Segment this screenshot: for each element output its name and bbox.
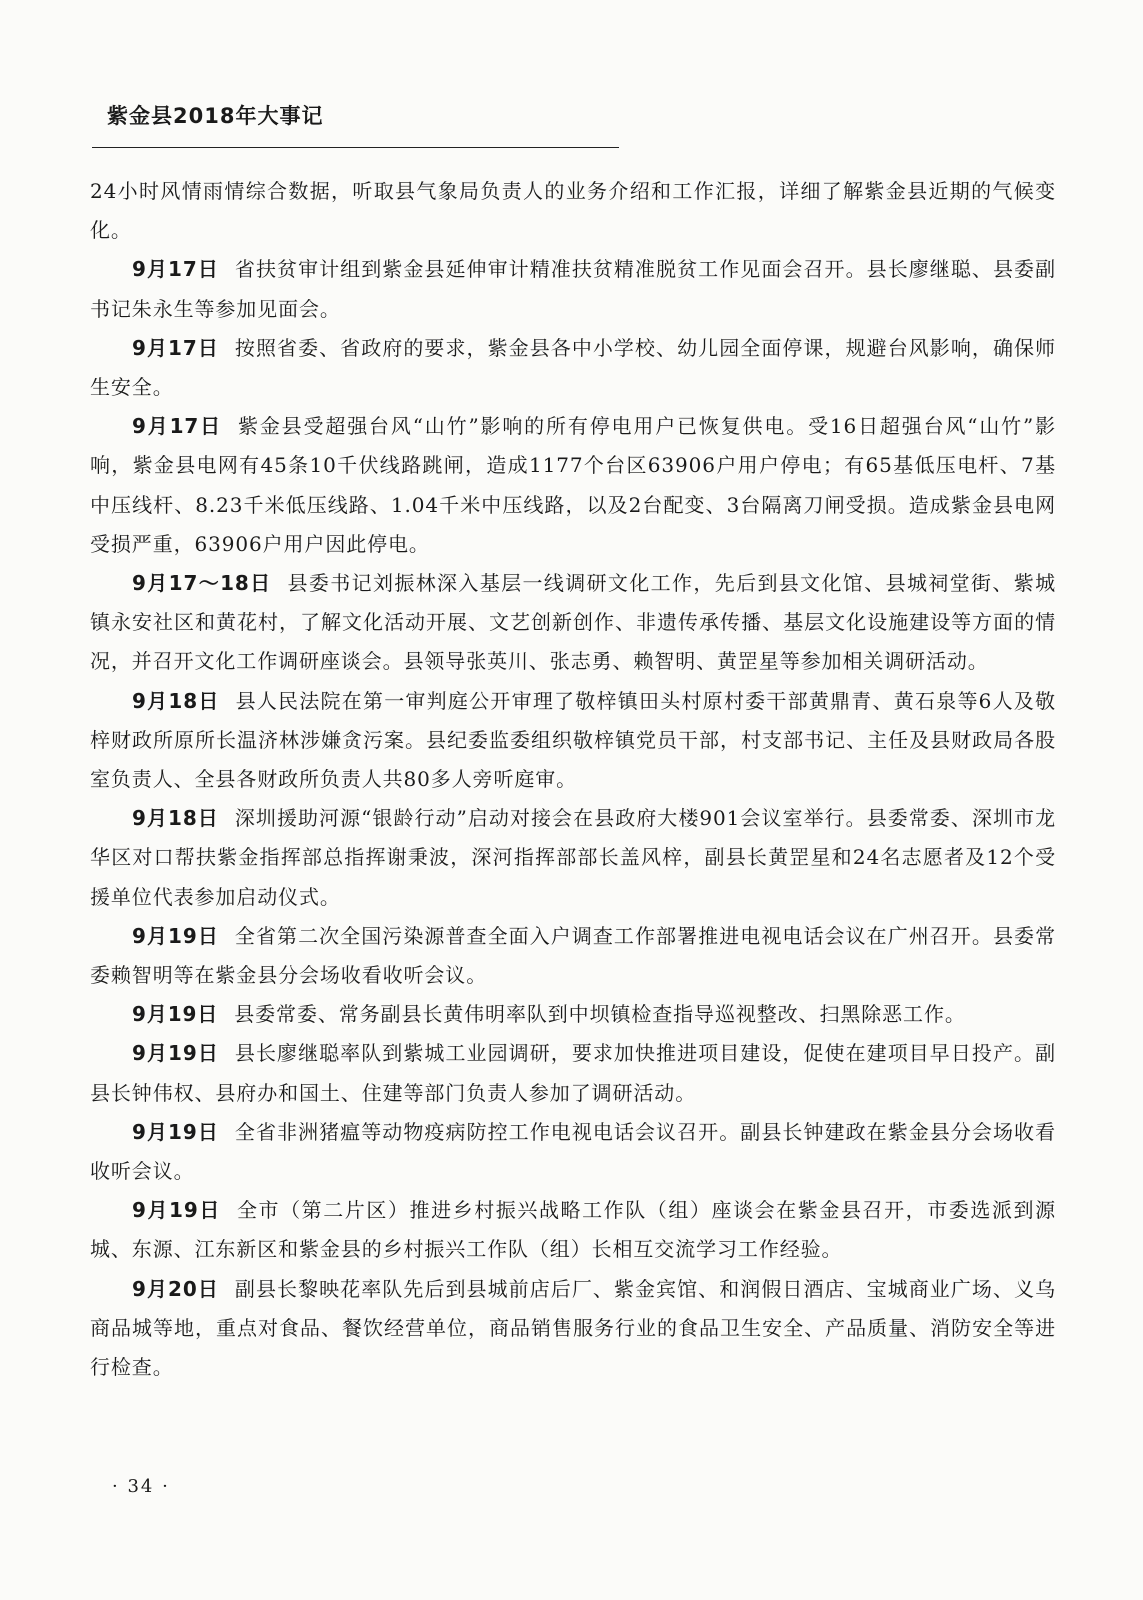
entry-text: 深圳援助河源“银龄行动”启动对接会在县政府大楼901会议室举行。县委常委、深圳市龙华区对口帮扶紫金指挥部总指挥谢秉波，深河指挥部部长盖风梓，副县长黄罡星和24名志愿者及12个受援单位代表参加启动仪式。 xyxy=(90,806,1056,909)
chronicle-body xyxy=(90,172,1056,1387)
chronicle-entry xyxy=(90,682,1056,800)
chronicle-entry xyxy=(90,799,1056,917)
chronicle-entry xyxy=(90,250,1056,328)
chronicle-entry xyxy=(90,995,1056,1034)
entry-date: 9月19日 xyxy=(132,1119,219,1144)
header-rule xyxy=(92,147,619,148)
entry-date: 9月17日 xyxy=(132,414,222,439)
entry-date: 9月19日 xyxy=(132,1041,219,1066)
entry-date: 9月18日 xyxy=(132,688,220,713)
entry-text: 县委书记刘振林深入基层一线调研文化工作，先后到县文化馆、县城祠堂街、紫城镇永安社区和黄花村，了解文化活动开展、文艺创新创作、非遗传承传播、基层文化设施建设等方面的情况，并召开文化工作调研座谈会。县领导张英川、张志勇、赖智明、黄罡星等参加相关调研活动。 xyxy=(90,571,1057,674)
entry-text: 全市（第二片区）推进乡村振兴战略工作队（组）座谈会在紫金县召开，市委选派到源城、东源、江东新区和紫金县的乡村振兴工作队（组）长相互交流学习工作经验。 xyxy=(90,1198,1056,1262)
entry-date: 9月17～18日 xyxy=(132,571,272,596)
chronicle-entry xyxy=(90,1034,1056,1112)
entry-date: 9月17日 xyxy=(132,257,219,282)
page-number: · 34 · xyxy=(112,1476,170,1497)
running-head: 紫金县2018年大事记 xyxy=(107,104,324,128)
entry-text: 全省第二次全国污染源普查全面入户调查工作部署推进电视电话会议在广州召开。县委常委赖智明等在紫金县分会场收看收听会议。 xyxy=(90,923,1056,988)
entry-date: 9月19日 xyxy=(132,1198,221,1223)
entry-text: 副县长黎映花率队先后到县城前店后厂、紫金宾馆、和润假日酒店、宝城商业广场、义乌商品城等地，重点对食品、餐饮经营单位，商品销售服务行业的食品卫生安全、产品质量、消防安全等进行检查。 xyxy=(90,1276,1056,1380)
entry-date: 9月19日 xyxy=(132,923,219,948)
entry-text: 县委常委、常务副县长黄伟明率队到中坝镇检查指导巡视整改、扫黑除恶工作。 xyxy=(234,1002,966,1027)
chronicle-entry xyxy=(90,1191,1056,1269)
entry-date: 9月17日 xyxy=(132,335,219,360)
chronicle-entry xyxy=(90,917,1056,995)
chronicle-entry xyxy=(90,1270,1056,1388)
chronicle-entry xyxy=(90,564,1056,682)
entry-text: 按照省委、省政府的要求，紫金县各中小学校、幼儿园全面停课，规避台风影响，确保师生安全。 xyxy=(90,335,1056,400)
entry-date: 9月20日 xyxy=(132,1276,219,1301)
continuation-paragraph: 24小时风情雨情综合数据，听取县气象局负责人的业务介绍和工作汇报，详细了解紫金县近期的气候变化。 xyxy=(90,179,1056,243)
chronicle-entry xyxy=(90,407,1056,564)
entry-text: 全省非洲猪瘟等动物疫病防控工作电视电话会议召开。副县长钟建政在紫金县分会场收看收听会议。 xyxy=(90,1119,1056,1184)
entry-text: 县人民法院在第一审判庭公开审理了敬梓镇田头村原村委干部黄鼎青、黄石泉等6人及敬梓财政所原所长温济林涉嫌贪污案。县纪委监委组织敬梓镇党员干部，村支部书记、主任及县财政局各股室负责人、全县各财政所负责人共80多人旁听庭审。 xyxy=(90,688,1056,792)
entry-date: 9月19日 xyxy=(132,1002,219,1027)
chronicle-entry xyxy=(90,329,1056,407)
entry-date: 9月18日 xyxy=(132,806,219,831)
entry-text: 省扶贫审计组到紫金县延伸审计精准扶贫精准脱贫工作见面会召开。县长廖继聪、县委副书记朱永生等参加见面会。 xyxy=(90,257,1056,321)
entry-text: 县长廖继聪率队到紫城工业园调研，要求加快推进项目建设，促使在建项目早日投产。副县长钟伟权、县府办和国土、住建等部门负责人参加了调研活动。 xyxy=(90,1041,1056,1105)
chronicle-entry xyxy=(90,1113,1056,1191)
entry-text: 紫金县受超强台风“山竹”影响的所有停电用户已恢复供电。受16日超强台风“山竹”影响，紫金县电网有45条10千伏线路跳闸，造成1177个台区63906户用户停电；有65基低压电杆、7基中压线杆、8.23千米低压线路、1.04千米中压线路，以及2台配变、3台隔离刀闸受损。造成紫金县电网受损严重，63906户用户因此停电。 xyxy=(90,414,1056,556)
